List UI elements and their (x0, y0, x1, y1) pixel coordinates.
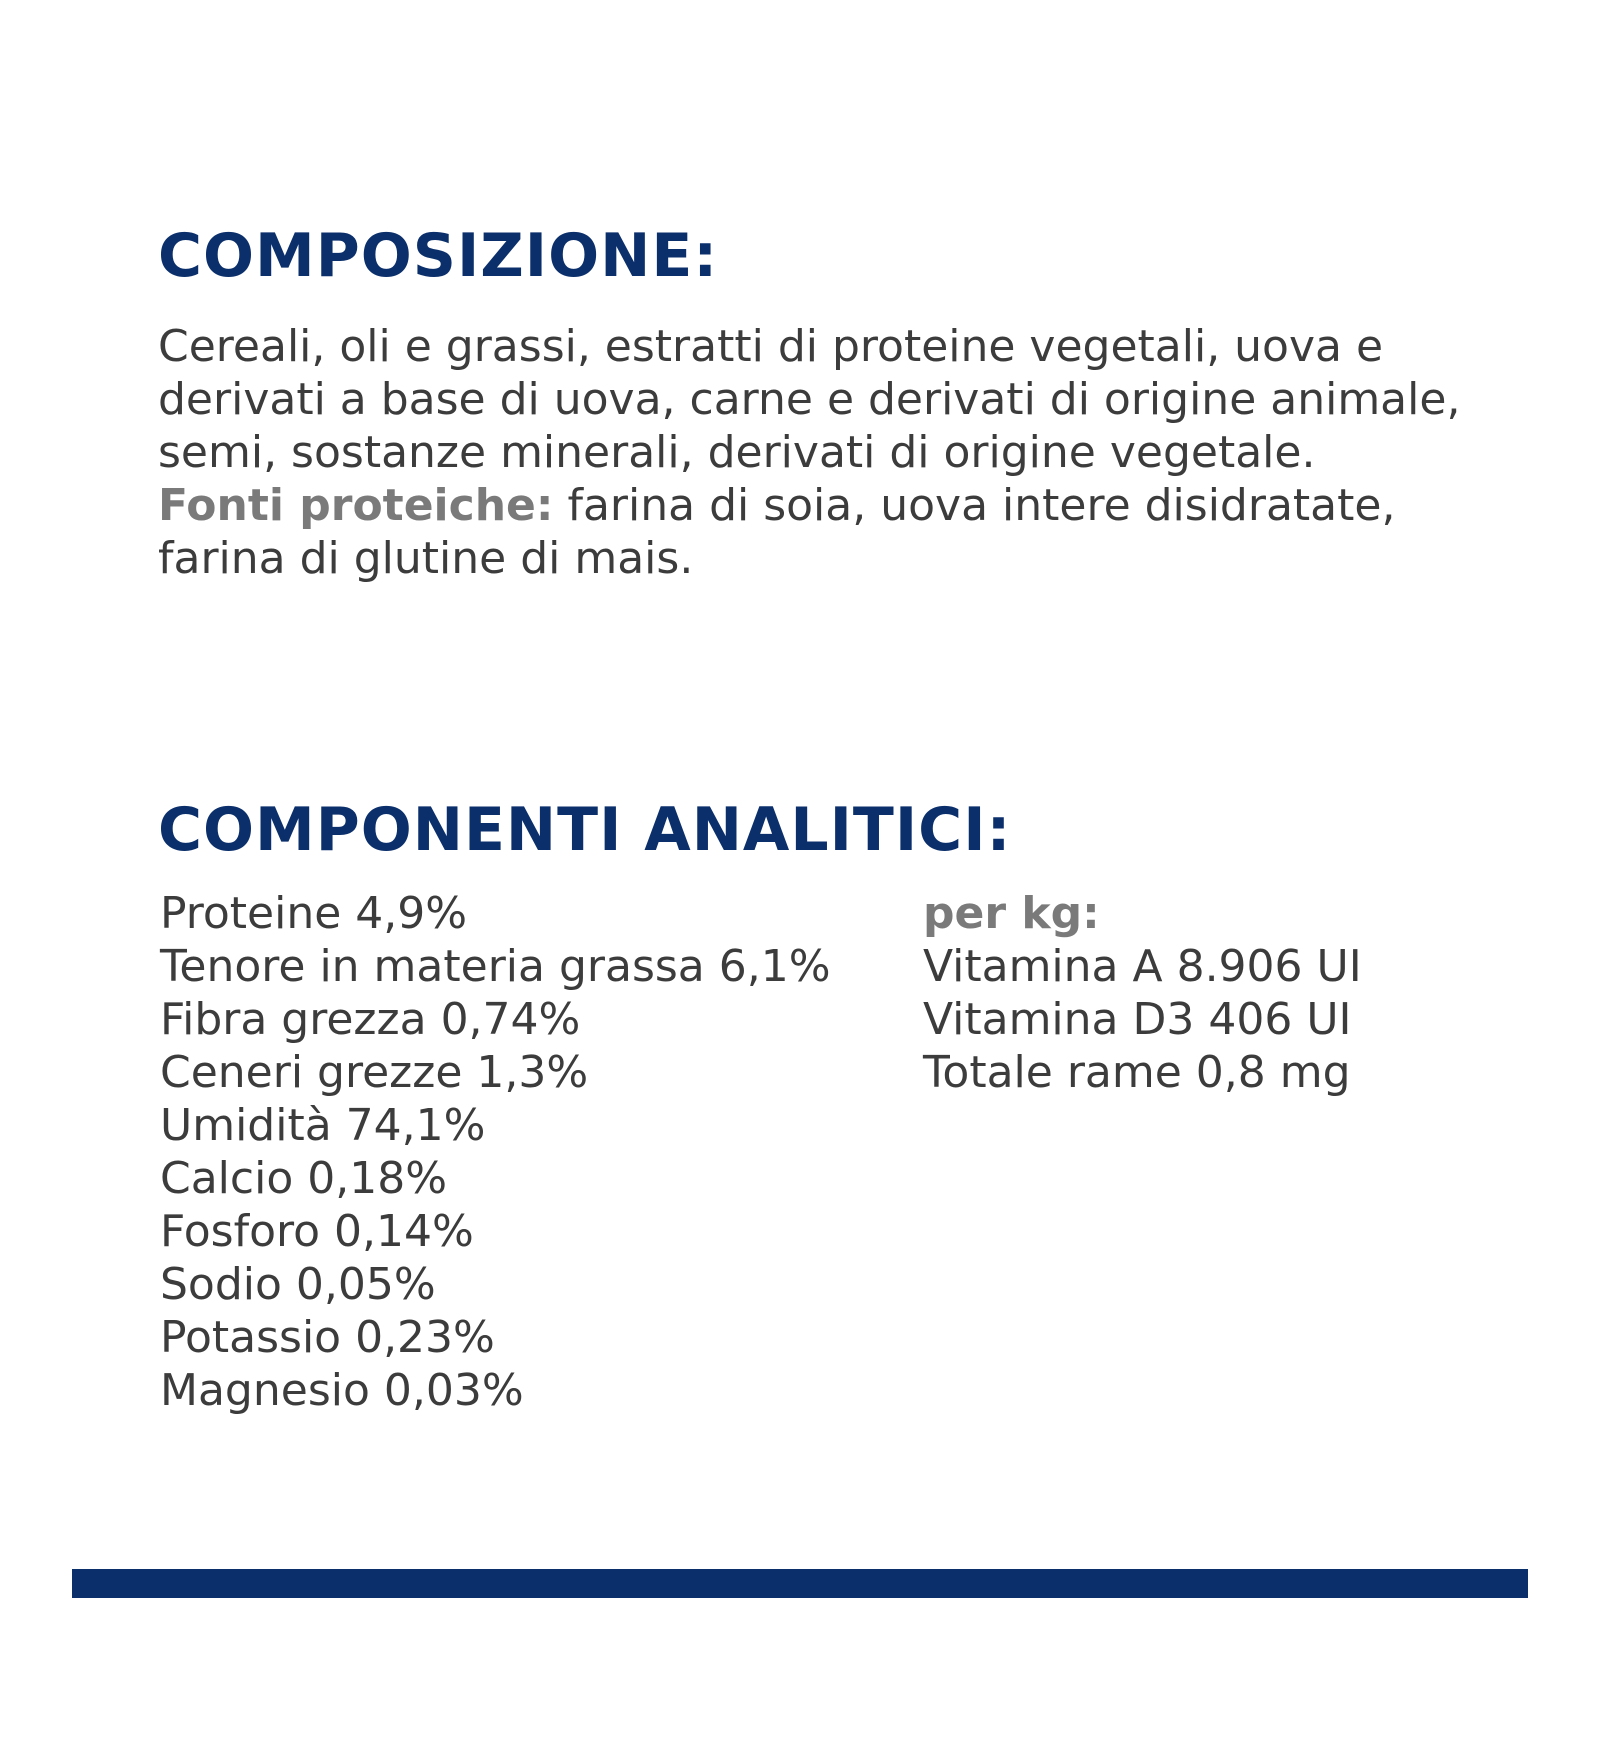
per-kg-label: per kg: (923, 888, 1100, 939)
analytical-components-list (160, 887, 860, 1417)
per-kg-item-vitamin-d3: Vitamina D3 406 UI (923, 994, 1352, 1045)
analytical-item-moisture: Umidità 74,1% (160, 1100, 486, 1151)
per-kg-item-vitamin-a: Vitamina A 8.906 UI (923, 941, 1362, 992)
analytical-item-magnesium: Magnesio 0,03% (160, 1365, 524, 1416)
analytical-item-sodium: Sodio 0,05% (160, 1259, 436, 1310)
analytical-item-potassium: Potassio 0,23% (160, 1312, 495, 1363)
analytical-item-protein: Proteine 4,9% (160, 888, 468, 939)
analytical-heading: COMPONENTI ANALITICI: (158, 795, 1012, 865)
per-kg-section (923, 887, 1563, 1099)
analytical-item-fat: Tenore in materia grassa 6,1% (160, 941, 831, 992)
analytical-item-calcium: Calcio 0,18% (160, 1153, 448, 1204)
composition-text (158, 320, 1488, 585)
footer-bar (72, 1569, 1528, 1598)
analytical-item-ash: Ceneri grezze 1,3% (160, 1047, 589, 1098)
composition-heading: COMPOSIZIONE: (158, 221, 719, 291)
per-kg-item-copper: Totale rame 0,8 mg (923, 1047, 1351, 1098)
analytical-item-phosphorus: Fosforo 0,14% (160, 1206, 474, 1257)
composition-ingredients: Cereali, oli e grassi, estratti di proteine vegetali, uova e derivati a base di uova, carne e derivati di origine animale, semi, sostanze minerali, derivati di origine vegetale. (158, 321, 1461, 478)
per-kg-list (923, 940, 1563, 1099)
analytical-item-fibre: Fibra grezza 0,74% (160, 994, 581, 1045)
protein-sources-label: Fonti proteiche: (158, 480, 554, 531)
protein-sources (158, 479, 1488, 585)
protein-sources-text: farina di soia, uova intere disidratate, farina di glutine di mais. (158, 480, 1396, 584)
